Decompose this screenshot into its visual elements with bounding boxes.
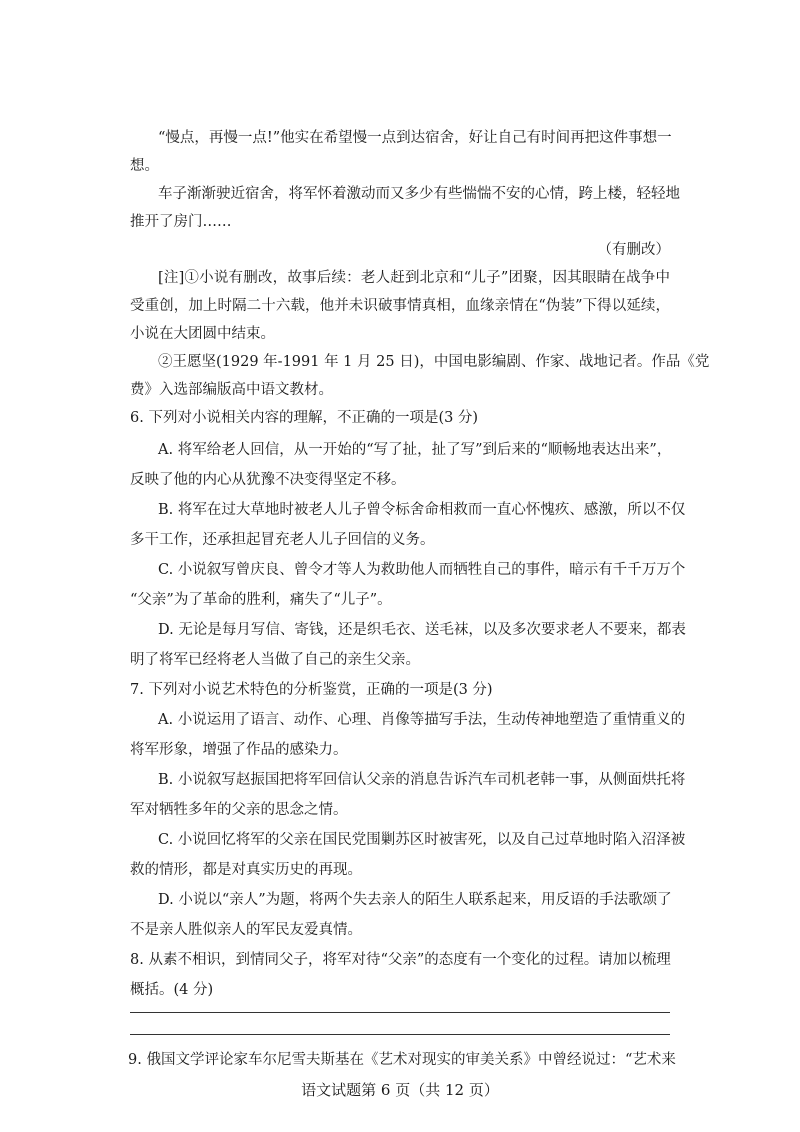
q6-option-a-cont: 反映了他的内心从犹豫不决变得坚定不移。 — [130, 472, 406, 488]
note-line: ②王愿坚(1929 年-1991 年 1 月 25 日)，中国电影编剧、作家、战地记者。作品《党 — [158, 354, 710, 370]
page-footer: 语文试题第 6 页（共 12 页） — [301, 1081, 499, 1099]
answer-line[interactable] — [130, 1034, 670, 1035]
question-6-stem: 6. 下列对小说相关内容的理解，不正确的一项是(3 分) — [130, 410, 479, 426]
q7-option-d: D. 小说以“亲人”为题，将两个失去亲人的陌生人联系起来，用反语的手法歌颂了 — [158, 892, 672, 908]
q7-option-c: C. 小说回忆将军的父亲在国民党围剿苏区时被害死，以及自己过草地时陷入沼泽被 — [158, 832, 686, 848]
note-line: 小说在大团圆中结束。 — [130, 326, 275, 342]
q7-option-c-cont: 救的情形，都是对真实历史的再现。 — [130, 862, 362, 878]
note-line: [注]①小说有删改，故事后续：老人赶到北京和“儿子”团聚，因其眼睛在战争中 — [158, 270, 670, 286]
q7-option-a: A. 小说运用了语言、动作、心理、肖像等描写手法，生动传神地塑造了重情重义的 — [158, 712, 686, 728]
question-7-stem: 7. 下列对小说艺术特色的分析鉴赏，正确的一项是(3 分) — [130, 682, 493, 698]
passage-line: 想。 — [130, 158, 159, 174]
q7-option-a-cont: 将军形象，增强了作品的感染力。 — [130, 742, 348, 758]
q7-option-d-cont: 不是亲人胜似亲人的军民友爱真情。 — [130, 922, 362, 938]
q6-option-a: A. 将军给老人回信，从一开始的“写了扯，扯了写”到后来的“顺畅地表达出来”， — [158, 442, 672, 458]
answer-line[interactable] — [130, 1012, 670, 1013]
q6-option-b-cont: 多干工作，还承担起冒充老人儿子回信的义务。 — [130, 532, 435, 548]
q6-option-d: D. 无论是每月写信、寄钱，还是织毛衣、送毛袜，以及多次要求老人不要来，都表 — [158, 622, 686, 638]
passage-line: 车子渐渐驶近宿舍，将军怀着激动而又多少有些惴惴不安的心情，跨上楼，轻轻地 — [158, 186, 680, 202]
q7-option-b-cont: 军对牺牲多年的父亲的思念之情。 — [130, 802, 348, 818]
q6-option-d-cont: 明了将军已经将老人当做了自己的亲生父亲。 — [130, 652, 420, 668]
note-line: 受重创，加上时隔二十六载，他并未识破事情真相，血缘亲情在“伪装”下得以延续， — [130, 298, 670, 314]
question-8-stem-cont: 概括。(4 分) — [130, 982, 214, 998]
q6-option-c: C. 小说叙写曾庆良、曾令才等人为救助他人而牺牲自己的事件，暗示有千千万万个 — [158, 562, 686, 578]
q6-option-b: B. 将军在过大草地时被老人儿子曾令标舍命相救而一直心怀愧疚、感激，所以不仅 — [158, 502, 686, 518]
source-note: （有删改） — [597, 242, 670, 258]
q6-option-c-cont: “父亲”为了革命的胜利，痛失了“儿子”。 — [130, 592, 392, 608]
question-8-stem: 8. 从素不相识，到情同父子，将军对待“父亲”的态度有一个变化的过程。请加以梳理 — [130, 952, 671, 968]
q7-option-b: B. 小说叙写赵振国把将军回信认父亲的消息告诉汽车司机老韩一事，从侧面烘托将 — [158, 772, 686, 788]
question-9-stem: 9. 俄国文学评论家车尔尼雪夫斯基在《艺术对现实的审美关系》中曾经说过：“艺术来 — [128, 1052, 676, 1068]
passage-line: “慢点，再慢一点!”他实在希望慢一点到达宿舍，好让自己有时间再把这件事想一 — [158, 130, 672, 146]
passage-line: 推开了房门…… — [130, 214, 232, 230]
note-line: 费》入选部编版高中语文教材。 — [130, 382, 333, 398]
